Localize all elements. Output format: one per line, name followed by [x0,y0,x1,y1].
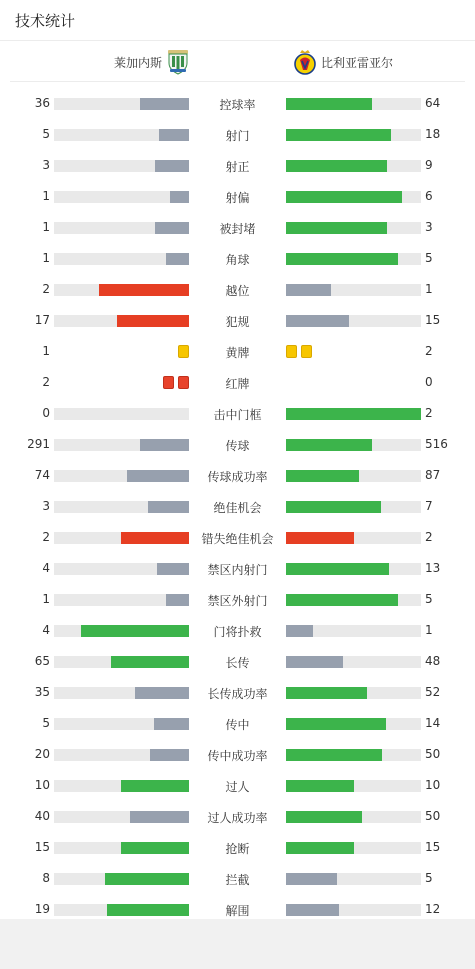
home-value: 1 [42,592,50,606]
away-value: 5 [425,251,433,265]
home-bar-track [54,563,189,575]
away-bar-track [286,222,421,234]
home-bar-fill [155,222,189,234]
away-bar-fill [286,222,387,234]
home-bar-track [54,470,189,482]
away-bar-fill [286,594,398,606]
away-bar-fill [286,253,398,265]
home-value: 17 [34,313,50,327]
villarreal-crest-icon [293,49,317,75]
away-value: 52 [425,685,441,699]
away-value: 2 [425,406,433,420]
home-value: 36 [34,96,50,110]
home-bar-fill [99,284,189,296]
home-bar-track [54,501,189,513]
away-bar-fill [286,98,372,110]
stat-label: 射正 [225,160,250,174]
away-value: 15 [425,313,441,327]
stat-label: 击中门框 [213,408,262,422]
home-bar-track [54,315,189,327]
stat-row [0,894,475,925]
away-bar-fill [286,656,343,668]
home-cards [176,345,189,359]
away-bar-track [286,749,421,761]
home-value: 4 [42,623,50,637]
stat-label: 传球成功率 [207,470,268,484]
stat-row [0,119,475,150]
stat-row [0,88,475,119]
away-team[interactable] [293,49,393,75]
stat-label: 禁区内射门 [207,563,268,577]
away-bar-fill [286,160,387,172]
yellow-card-icon [178,345,189,358]
away-bar-track [286,842,421,854]
stats-header [0,0,475,41]
stat-row [0,646,475,677]
stat-row [0,274,475,305]
stat-label: 抢断 [225,842,250,856]
stat-label: 禁区外射门 [207,594,268,608]
away-value: 5 [425,871,433,885]
home-bar-fill [148,501,189,513]
stat-label: 红牌 [225,377,250,391]
away-cards [286,345,314,359]
home-value: 74 [34,468,50,482]
home-bar-fill [166,594,189,606]
home-bar-track [54,532,189,544]
home-bar-fill [121,780,189,792]
home-bar-fill [166,253,189,265]
stat-label: 过人 [225,780,250,794]
home-bar-fill [111,656,189,668]
away-bar-track [286,160,421,172]
home-bar-track [54,811,189,823]
stat-label: 射偏 [225,191,250,205]
home-bar-track [54,191,189,203]
home-value: 0 [42,406,50,420]
away-bar-track [286,594,421,606]
home-bar-fill [127,470,189,482]
home-bar-track [54,160,189,172]
home-bar-track [54,718,189,730]
stat-label: 传球 [225,439,250,453]
stat-row [0,398,475,429]
away-bar-track [286,439,421,451]
yellow-card-icon [286,345,297,358]
stat-row [0,677,475,708]
away-value: 516 [425,437,448,451]
home-value: 2 [42,530,50,544]
home-bar-fill [150,749,189,761]
away-value: 3 [425,220,433,234]
away-bar-track [286,470,421,482]
away-value: 13 [425,561,441,575]
away-bar-fill [286,315,349,327]
home-bar-track [54,222,189,234]
home-value: 2 [42,375,50,389]
stat-row [0,584,475,615]
stat-row [0,150,475,181]
away-value: 87 [425,468,441,482]
stat-row [0,429,475,460]
home-value: 10 [34,778,50,792]
stat-row [0,181,475,212]
stat-label: 被封堵 [219,222,256,236]
away-bar-fill [286,718,386,730]
home-bar-fill [155,160,189,172]
stat-row [0,708,475,739]
home-value: 1 [42,344,50,358]
away-bar-track [286,98,421,110]
stat-row [0,305,475,336]
stat-label: 错失绝佳机会 [201,532,274,546]
home-bar-track [54,253,189,265]
away-bar-fill [286,501,381,513]
home-bar-track [54,780,189,792]
away-value: 10 [425,778,441,792]
stat-row [0,863,475,894]
home-team[interactable] [114,49,190,75]
home-value: 20 [34,747,50,761]
home-bar-track [54,594,189,606]
stat-row [0,367,475,398]
away-value: 6 [425,189,433,203]
stat-row [0,832,475,863]
home-value: 3 [42,158,50,172]
away-value: 64 [425,96,441,110]
home-value: 8 [42,871,50,885]
stat-label: 传中成功率 [207,749,268,763]
away-bar-fill [286,284,331,296]
home-value: 65 [34,654,50,668]
home-value: 5 [42,716,50,730]
away-bar-fill [286,811,362,823]
home-value: 35 [34,685,50,699]
home-bar-fill [121,532,189,544]
away-value: 9 [425,158,433,172]
home-bar-track [54,129,189,141]
away-bar-track [286,501,421,513]
away-bar-fill [286,780,354,792]
away-value: 12 [425,902,441,916]
away-value: 0 [425,375,433,389]
away-bar-track [286,129,421,141]
home-bar-fill [107,904,189,916]
away-value: 7 [425,499,433,513]
stat-row [0,615,475,646]
away-bar-track [286,253,421,265]
home-bar-track [54,439,189,451]
stat-label: 绝佳机会 [213,501,262,515]
away-bar-track [286,656,421,668]
away-bar-track [286,904,421,916]
home-team-name: 莱加内斯 [113,55,162,70]
home-bar-track [54,904,189,916]
stat-label: 过人成功率 [207,811,268,825]
away-bar-track [286,811,421,823]
away-team-name: 比利亚雷亚尔 [321,55,394,70]
away-value: 1 [425,282,433,296]
stat-row [0,243,475,274]
home-bar-fill [117,315,189,327]
away-value: 50 [425,809,441,823]
home-value: 4 [42,561,50,575]
away-bar-fill [286,408,421,420]
home-value: 15 [34,840,50,854]
away-bar-track [286,873,421,885]
home-value: 291 [27,437,50,451]
away-bar-track [286,532,421,544]
stat-label: 拦截 [225,873,250,887]
away-value: 2 [425,530,433,544]
away-value: 1 [425,623,433,637]
stat-label: 犯规 [225,315,250,329]
away-value: 18 [425,127,441,141]
away-bar-fill [286,625,313,637]
yellow-card-icon [301,345,312,358]
team-header [10,41,465,82]
away-bar-fill [286,563,389,575]
home-bar-track [54,625,189,637]
away-value: 15 [425,840,441,854]
home-bar-fill [135,687,189,699]
home-bar-track [54,284,189,296]
home-value: 19 [34,902,50,916]
home-bar-fill [140,98,189,110]
home-cards [161,376,189,390]
stat-label: 角球 [225,253,250,267]
stat-row [0,553,475,584]
home-bar-fill [105,873,189,885]
stat-label: 门将扑救 [213,625,262,639]
home-bar-fill [130,811,189,823]
away-bar-track [286,284,421,296]
stat-row [0,212,475,243]
home-value: 5 [42,127,50,141]
home-bar-track [54,656,189,668]
red-card-icon [163,376,174,389]
home-bar-track [54,408,189,420]
away-bar-fill [286,439,372,451]
home-bar-track [54,873,189,885]
away-bar-fill [286,749,382,761]
stat-row [0,336,475,367]
away-bar-track [286,718,421,730]
away-bar-track [286,408,421,420]
away-value: 5 [425,592,433,606]
stat-label: 射门 [225,129,250,143]
home-bar-fill [170,191,189,203]
away-bar-fill [286,687,367,699]
away-bar-fill [286,470,359,482]
home-bar-track [54,749,189,761]
away-bar-fill [286,873,337,885]
stat-row [0,522,475,553]
leganes-crest-icon [166,49,190,75]
away-bar-fill [286,532,354,544]
home-value: 2 [42,282,50,296]
away-bar-track [286,625,421,637]
home-bar-track [54,842,189,854]
stat-row [0,801,475,832]
home-bar-fill [140,439,189,451]
away-bar-track [286,191,421,203]
stat-row [0,770,475,801]
stat-label: 控球率 [219,98,256,112]
stat-label: 长传 [225,656,250,670]
away-bar-fill [286,904,339,916]
away-value: 48 [425,654,441,668]
away-value: 14 [425,716,441,730]
away-bar-track [286,780,421,792]
page-title: 技术统计 [15,12,76,30]
home-bar-fill [159,129,189,141]
away-bar-fill [286,842,354,854]
away-bar-track [286,315,421,327]
home-bar-fill [154,718,189,730]
away-bar-track [286,687,421,699]
stat-row [0,491,475,522]
away-bar-track [286,563,421,575]
home-value: 1 [42,220,50,234]
stat-label: 黄牌 [225,346,250,360]
stat-label: 解围 [225,904,250,918]
home-bar-track [54,98,189,110]
home-bar-fill [81,625,189,637]
stat-label: 传中 [225,718,250,732]
away-value: 50 [425,747,441,761]
away-bar-fill [286,191,402,203]
home-value: 40 [34,809,50,823]
home-bar-fill [121,842,189,854]
home-value: 1 [42,251,50,265]
stat-label: 越位 [225,284,250,298]
home-bar-track [54,687,189,699]
stat-label: 长传成功率 [207,687,268,701]
home-value: 1 [42,189,50,203]
home-value: 3 [42,499,50,513]
red-card-icon [178,376,189,389]
away-value: 2 [425,344,433,358]
away-bar-fill [286,129,391,141]
stat-row [0,460,475,491]
stat-row [0,739,475,770]
home-bar-fill [157,563,189,575]
